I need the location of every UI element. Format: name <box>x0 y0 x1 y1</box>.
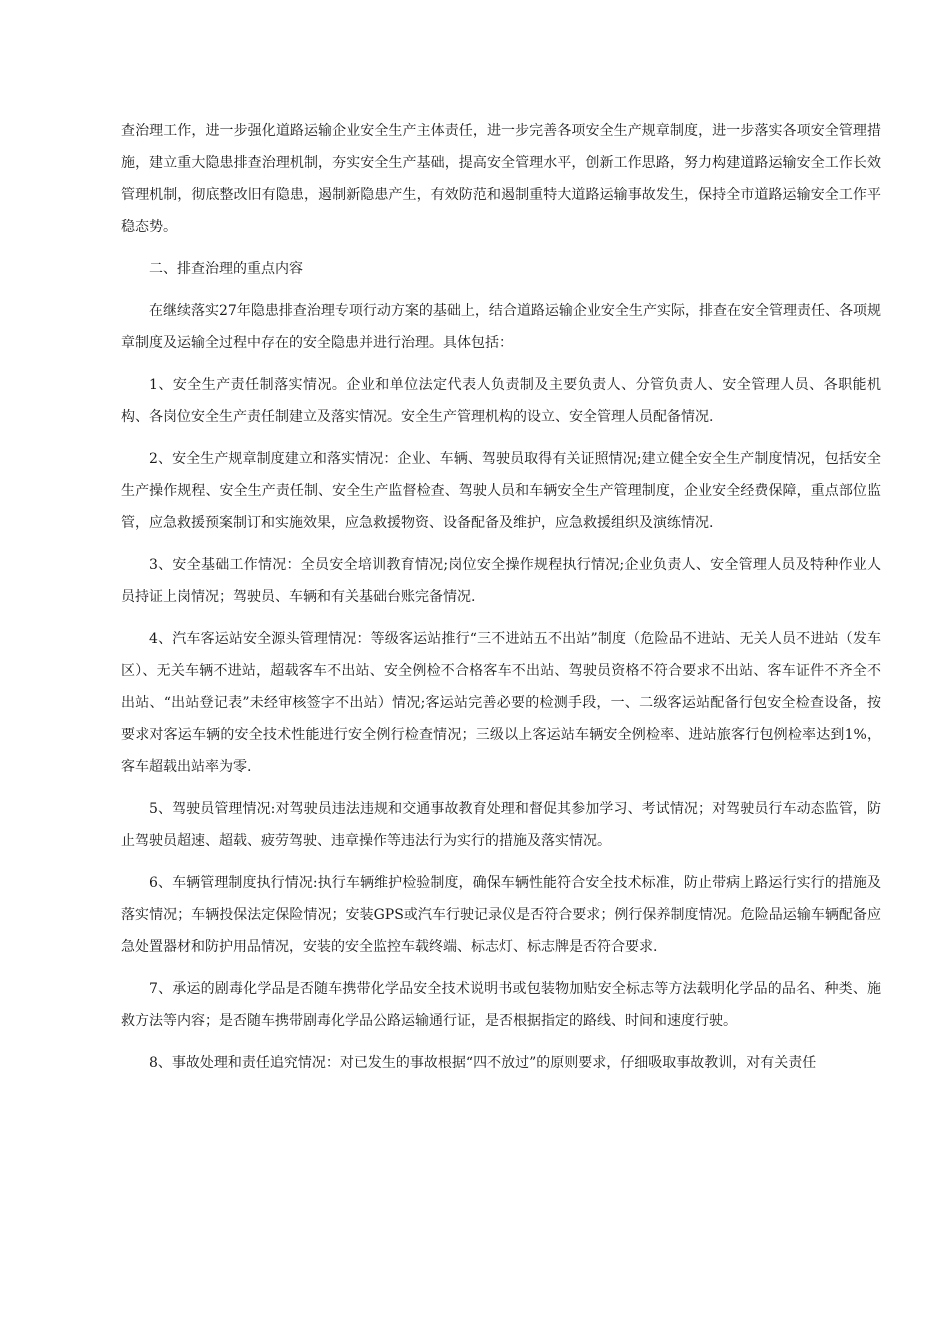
paragraph-item-4: 4、汽车客运站安全源头管理情况：等级客运站推行“三不进站五不出站”制度（危险品不进站、无关人员不进站（发车区）、无关车辆不进站，超载客车不出站、安全例检不合格客车不出站、驾驶员资格不符合要求不出站、客车证件不齐全不出站、“出站登记表”未经审核签字不出站）情况;客运站完善必要的检测手段，一、二级客运站配备行包安全检查设备，按要求对客运车辆的安全技术性能进行安全例行检查情况；三级以上客运站车辆安全例检率、进站旅客行包例检率达到1%，客车超载出站率为零. <box>121 631 881 775</box>
paragraph-intro-continuation: 查治理工作，进一步强化道路运输企业安全生产主体责任，进一步完善各项安全生产规章制度，进一步落实各项安全管理措施，建立重大隐患排查治理机制，夯实安全生产基础，提高安全管理水平，创新工作思路，努力构建道路运输安全工作长效管理机制，彻底整改旧有隐患，遏制新隐患产生，有效防范和遏制重特大道路运输事故发生，保持全市道路运输安全工作平稳态势。 <box>121 123 881 235</box>
paragraph-item-3: 3、安全基础工作情况：全员安全培训教育情况;岗位安全操作规程执行情况;企业负责人、安全管理人员及特种作业人员持证上岗情况；驾驶员、车辆和有关基础台账完备情况. <box>121 557 881 605</box>
paragraph-overview: 在继续落实27年隐患排查治理专项行动方案的基础上，结合道路运输企业安全生产实际，排查在安全管理责任、各项规章制度及运输全过程中存在的安全隐患并进行治理。具体包括： <box>121 303 881 351</box>
document-page <box>121 115 881 1089</box>
paragraph-item-5: 5、驾驶员管理情况:对驾驶员违法违规和交通事故教育处理和督促其参加学习、考试情况；对驾驶员行车动态监管，防止驾驶员超速、超载、疲劳驾驶、违章操作等违法行为实行的措施及落实情况。 <box>121 801 881 849</box>
paragraph-item-1: 1、安全生产责任制落实情况。企业和单位法定代表人负责制及主要负责人、分管负责人、安全管理人员、各职能机构、各岗位安全生产责任制建立及落实情况。安全生产管理机构的设立、安全管理人员配备情况. <box>121 377 881 425</box>
paragraph-item-7: 7、承运的剧毒化学品是否随车携带化学品安全技术说明书或包装物加贴安全标志等方法载明化学品的品名、种类、施救方法等内容；是否随车携带剧毒化学品公路运输通行证，是否根据指定的路线、时间和速度行驶。 <box>121 981 881 1029</box>
paragraph-item-2: 2、安全生产规章制度建立和落实情况：企业、车辆、驾驶员取得有关证照情况;建立健全安全生产制度情况，包括安全生产操作规程、安全生产责任制、安全生产监督检查、驾驶人员和车辆安全生产管理制度，企业安全经费保障，重点部位监管，应急救援预案制订和实施效果，应急救援物资、设备配备及维护，应急救援组织及演练情况. <box>121 451 881 531</box>
paragraph-item-8: 8、事故处理和责任追究情况：对已发生的事故根据“四不放过”的原则要求，仔细吸取事故教训，对有关责任 <box>149 1055 817 1071</box>
section-heading-key-content: 二、排查治理的重点内容 <box>149 261 303 277</box>
paragraph-item-6: 6、车辆管理制度执行情况:执行车辆维护检验制度，确保车辆性能符合安全技术标准，防止带病上路运行实行的措施及落实情况；车辆投保法定保险情况；安装GPS或汽车行驶记录仪是否符合要求；例行保养制度情况。危险品运输车辆配备应急处置器材和防护用品情况，安装的安全监控车载终端、标志灯、标志牌是否符合要求. <box>121 875 881 955</box>
